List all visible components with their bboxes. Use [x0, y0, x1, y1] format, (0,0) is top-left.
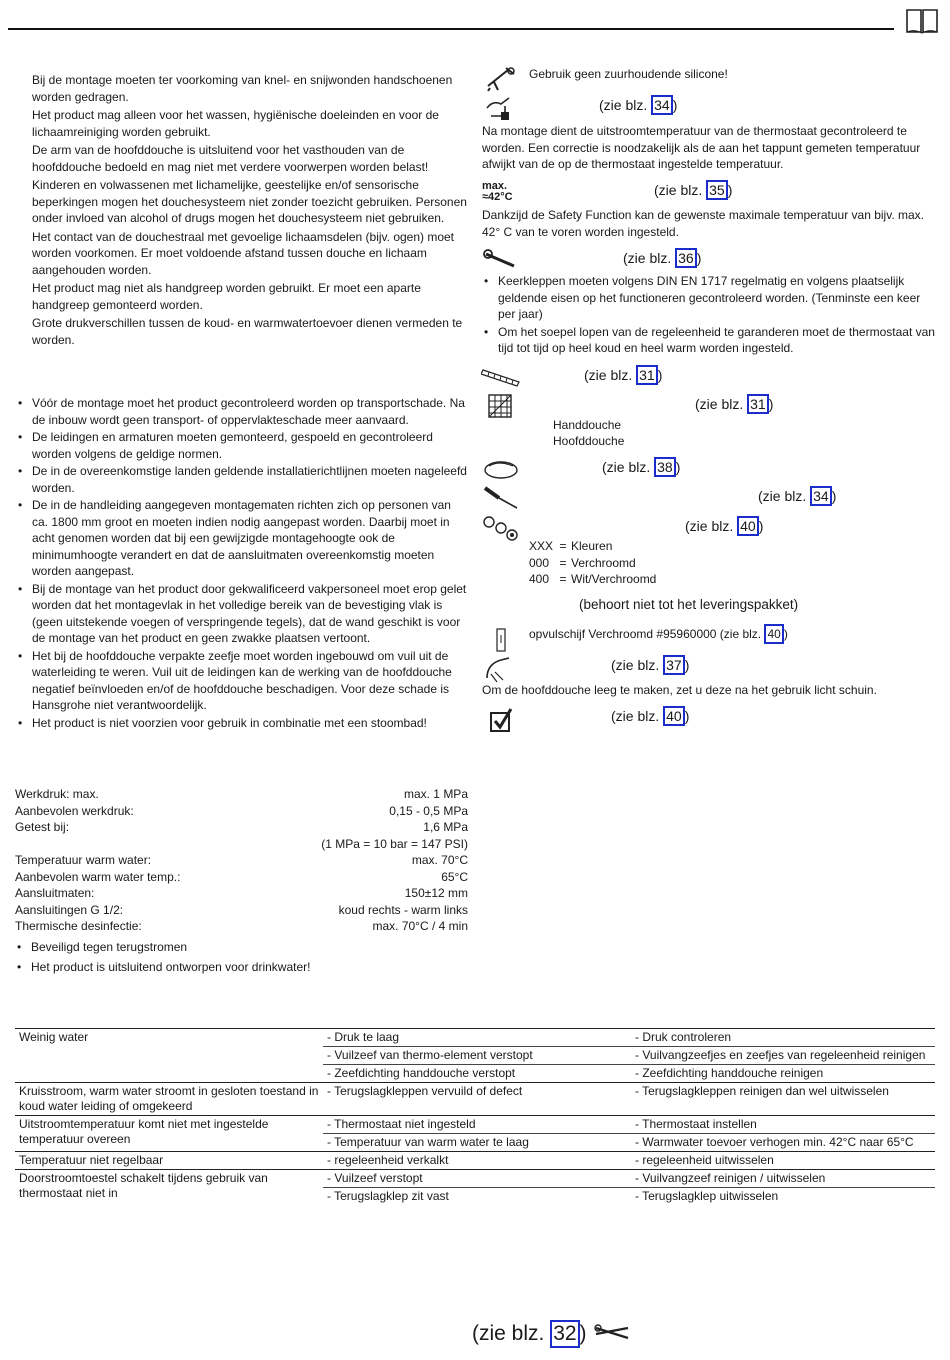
spec-row — [15, 918, 468, 935]
spec-value: koud rechts - warm links — [338, 902, 468, 917]
silicone-warning: Gebruik geen zuurhoudende silicone! — [529, 67, 728, 81]
silicone-gun-icon — [484, 64, 518, 92]
spec-row — [15, 852, 468, 869]
page-link-34-b[interactable]: 34 — [810, 486, 832, 506]
cause-cell: - Zeefdichting handdouche verstopt — [323, 1065, 631, 1083]
spec-row — [15, 902, 468, 919]
ref-page-36: (zie blz. 36 ) — [623, 250, 702, 266]
problem-cell: Uitstroomtemperatuur komt niet met ingestelde temperatuur overeen — [15, 1116, 323, 1152]
tilt-instruction: Om de hoofddouche leeg te maken, zet u deze na het gebruik licht schuin. — [482, 683, 877, 697]
shim-reference: opvulschijf Verchroomd #95960000 (zie blz. 40 ) — [529, 624, 788, 644]
remedy-cell: - Terugslagklep uitwisselen — [631, 1188, 935, 1206]
spec-label: Werkdruk: max. — [15, 787, 99, 801]
color-name: Kleuren — [571, 539, 613, 553]
remedy-cell: - Vuilvangzeef reinigen / uitwisselen — [631, 1170, 935, 1188]
ref-page-34-a: (zie blz. 34 ) — [599, 97, 678, 113]
ref-page-31-b: (zie blz. 31 ) — [695, 396, 774, 412]
page-link-32[interactable]: 32 — [550, 1320, 579, 1348]
label-handdouche: Handdouche — [553, 418, 622, 432]
spec-value: max. 70°C / 4 min — [372, 919, 468, 933]
ref-page-40-c: (zie blz. 40 ) — [611, 708, 690, 724]
header-rule — [8, 28, 894, 30]
ref-page-40-a: (zie blz. 40 ) — [685, 518, 764, 534]
page-link-34[interactable]: 34 — [651, 95, 673, 115]
color-code-row — [529, 538, 656, 555]
tilt-shower-icon — [483, 654, 517, 684]
color-codes — [529, 538, 656, 588]
drawing-grid-icon — [487, 393, 515, 419]
spec-label: Thermische desinfectie: — [15, 919, 142, 933]
spec-row — [15, 885, 468, 902]
ref-page-38: (zie blz. 38 ) — [602, 459, 681, 475]
spec-value: 1,6 MPa — [423, 820, 468, 834]
spec-label: Aanbevolen warm water temp.: — [15, 869, 181, 884]
remedy-cell: - Warmwater toevoer verhogen min. 42°C naar 65°C — [631, 1134, 935, 1152]
spec-value: 150±12 mm — [404, 886, 468, 900]
table-row — [15, 1029, 935, 1047]
spec-value: max. 1 MPa — [403, 787, 468, 801]
spec-value: (1 MPa = 10 bar = 147 PSI) — [321, 836, 468, 851]
table-row — [15, 1152, 935, 1170]
spec-row — [15, 869, 468, 886]
maintenance-bullet: • Keerkleppen moeten volgens DIN EN 1717 regelmatig en volgens plaatselijk geldende eisen op het functioneren gecontroleerd worden. (Tenminste een keer per jaar) — [482, 273, 936, 323]
color-name: Wit/Verchroomd — [571, 572, 657, 586]
color-eq: = — [559, 539, 567, 553]
color-code-row — [529, 555, 656, 572]
spec-row — [15, 819, 468, 836]
installation-bullet: • Vóór de montage moet het product gecontroleerd worden op transportschade. Na de inbouw wordt geen transport- of oppervlakteschade meer aanvaard. — [16, 395, 468, 428]
spec-value: 0,15 - 0,5 MPa — [389, 803, 468, 818]
cause-cell: - Vuilzeef van thermo-element verstopt — [323, 1047, 631, 1065]
page-link-35[interactable]: 35 — [706, 180, 728, 200]
color-eq: = — [559, 572, 567, 586]
page-link-40[interactable]: 40 — [737, 516, 759, 536]
cause-cell: - Terugslagklep zit vast — [323, 1188, 631, 1206]
wrench-icon — [482, 248, 522, 272]
remedy-cell: - Vuilvangzeefjes en zeefjes van regeleenheid reinigen — [631, 1047, 935, 1065]
spec-bullet: • Beveiligd tegen terugstromen — [15, 938, 468, 957]
ref-page-34-b: (zie blz. 34 ) — [758, 488, 837, 504]
spec-row — [15, 803, 468, 820]
safety-function-text: Dankzijd de Safety Function kan de gewenste maximale temperatuur van bijv. max. 42° C van te voren worden ingesteld. — [482, 208, 924, 239]
technical-specs — [15, 786, 468, 978]
color-code: XXX — [529, 539, 554, 553]
remedy-cell: - Thermostaat instellen — [631, 1116, 935, 1134]
spec-value: 65°C — [441, 869, 468, 884]
safety-paragraph: Grote drukverschillen tussen de koud- en warmwatertoevoer dienen vermeden te worden. — [32, 316, 463, 347]
page-link-40-b[interactable]: 40 — [764, 624, 783, 644]
table-row — [15, 1116, 935, 1134]
page-link-31-b[interactable]: 31 — [747, 394, 769, 414]
safety-paragraph: Het contact van de douchestraal met gevoelige lichaamsdelen (bijv. ogen) moet worden voorkomen. Er moet voldoende afstand tussen douche en lichaam aangehouden worden. — [32, 229, 455, 277]
shim-icon — [495, 627, 507, 653]
color-code: 400 — [529, 572, 550, 586]
maintenance-bullet: • Om het soepel lopen van de regeleenheid te garanderen moet de thermostaat van tijd tot tijd op heel koud en heel warm worden ingesteld. — [482, 324, 936, 357]
remedy-cell: - Terugslagkleppen reinigen dan wel uitwisselen — [631, 1083, 935, 1116]
book-icon — [905, 6, 939, 34]
installation-bullet: • De in de overeenkomstige landen geldende installatierichtlijnen moeten nageleefd worden. — [16, 463, 468, 496]
cause-cell: - Druk te laag — [323, 1029, 631, 1047]
page-link-31[interactable]: 31 — [636, 365, 658, 385]
spec-label: Aanbevolen werkdruk: — [15, 803, 134, 818]
problem-cell: Kruisstroom, warm water stroomt in gesloten toestand in koud water leiding of omgekeerd — [15, 1083, 323, 1116]
maintenance-notes — [482, 273, 936, 358]
table-row — [15, 1083, 935, 1116]
cause-cell: - Temperatuur van warm water te laag — [323, 1134, 631, 1152]
checkbox-icon — [489, 707, 513, 733]
color-name: Verchroomd — [571, 555, 636, 570]
ref-page-37: (zie blz. 37 ) — [611, 657, 690, 673]
label-hoofddouche: Hoofddouche — [553, 434, 625, 448]
safety-paragraph: Kinderen en volwassenen met lichamelijke, geestelijke en/of sensorische beperkingen mogen het douchesysteem niet zonder toezicht gebruiken. Personen onder invloed van alcohol of drugs mogen het douchesysteem niet gebruiken. — [32, 178, 467, 225]
page-link-37[interactable]: 37 — [663, 655, 685, 675]
installation-bullet: • Bij de montage van het product door gekwalificeerd vakpersoneel moet erop gelet worden dat het montagevlak in het volledige bereik van de bevestiging vlak is (geen uitstekende voegen of verspringende tegels), dat de wand geschikt is voor de montage van het product en geen zwakke plaatsen vertoont. — [16, 581, 468, 647]
spec-row — [15, 786, 468, 803]
ref-page-35: (zie blz. 35 ) — [654, 182, 733, 198]
spare-parts-icon — [481, 514, 521, 542]
installation-bullet: • Het bij de hoofddouche verpakte zeefje moet worden ingebouwd om vuil uit de waterleiding te weren. Vuil uit de leidingen kan de werking van de hoofddouche negatief beïnvloeden en/of de hoofddouche beschadigen. Voor deze schade is Hansgrohe niet verantwoordelijk. — [16, 648, 468, 714]
troubleshooting-table — [15, 1028, 935, 1205]
cause-cell: - regeleenheid verkalkt — [323, 1152, 631, 1170]
cause-cell: - Thermostaat niet ingesteld — [323, 1116, 631, 1134]
screwdriver-icon — [481, 484, 521, 510]
installation-bullet: • Het product is niet voorzien voor gebruik in combinatie met een stoombad! — [16, 715, 468, 732]
not-included-note: (behoort niet tot het leveringspakket) — [579, 597, 799, 612]
spec-row — [15, 836, 468, 853]
spec-value: max. 70°C — [411, 853, 468, 867]
color-code: 000 — [529, 555, 550, 570]
spec-label: Temperatuur warm water: — [15, 853, 152, 867]
table-row — [15, 1170, 935, 1188]
installation-bullet: • De leidingen en armaturen moeten gemonteerd, gespoeld en gecontroleerd worden volgens de geldige normen. — [16, 429, 468, 462]
spec-label: Aansluitingen G 1/2: — [15, 902, 124, 917]
cause-cell: - Terugslagkleppen vervuild of defect — [323, 1083, 631, 1116]
ruler-icon — [481, 366, 521, 388]
problem-cell: Temperatuur niet regelbaar — [15, 1152, 323, 1170]
problem-cell: Weinig water — [15, 1029, 323, 1083]
safety-paragraph: Bij de montage moeten ter voorkoming van knel- en snijwonden handschoenen worden gedragen. — [32, 73, 453, 104]
safety-notes — [32, 72, 468, 350]
page-link-38[interactable]: 38 — [654, 457, 676, 477]
wrench-icon-footer — [592, 1320, 632, 1346]
problem-cell: Doorstroomtoestel schakelt tijdens gebruik van thermostaat niet in — [15, 1170, 323, 1206]
installation-notes — [16, 395, 468, 732]
color-eq: = — [559, 555, 567, 570]
thermometer-hand-icon — [483, 92, 517, 124]
installation-bullet: • De in de handleiding aangegeven montagematen richten zich op personen van ca. 1800 mm groot en moeten indien nodig aangepast worden. Daarbij moet in acht genomen worden dat bij een gewijzigde montagehoogte ook de minimumhoogte verandert en dat de aansluitmaten overeenkomstig moeten worden aangepast. — [16, 497, 468, 580]
max-temp-icon: max. ≈42°C — [482, 180, 513, 203]
remedy-cell: - Druk controleren — [631, 1029, 935, 1047]
safety-paragraph: Het product mag alleen voor het wassen, hygiënische doeleinden en voor de lichaamreiniging worden gebruikt. — [32, 108, 439, 139]
remedy-cell: - regeleenheid uitwisselen — [631, 1152, 935, 1170]
spec-bullet: • Het product is uitsluitend ontworpen voor drinkwater! — [15, 958, 468, 977]
spec-label: Aansluitmaten: — [15, 886, 95, 900]
page-link-40-c[interactable]: 40 — [663, 706, 685, 726]
calibration-text: Na montage dient de uitstroomtemperatuur van de thermostaat gecontroleerd te worden. Een correctie is noodzakelijk als de aan het tappunt gemeten temperatuur afwijkt van de op de thermostaat ingestelde temperatuur. — [482, 124, 921, 171]
remedy-cell: - Zeefdichting handdouche reinigen — [631, 1065, 935, 1083]
page-link-36[interactable]: 36 — [675, 248, 697, 268]
footer-reference: (zie blz. 32 ) — [472, 1320, 587, 1348]
spec-label: Getest bij: — [15, 820, 70, 834]
safety-paragraph: De arm van de hoofddouche is uitsluitend voor het vasthouden van de hoofddouche bedoeld en mag niet met verdere voorwerpen worden belast! — [32, 143, 429, 174]
cause-cell: - Vuilzeef verstopt — [323, 1170, 631, 1188]
color-code-row — [529, 571, 656, 588]
safety-paragraph: Het product mag niet als handgreep worden gebruikt. Er moet een aparte handgreep gemonteerd worden. — [32, 281, 421, 312]
cleaning-hand-icon — [481, 456, 521, 482]
ref-page-31-a: (zie blz. 31 ) — [584, 367, 663, 383]
